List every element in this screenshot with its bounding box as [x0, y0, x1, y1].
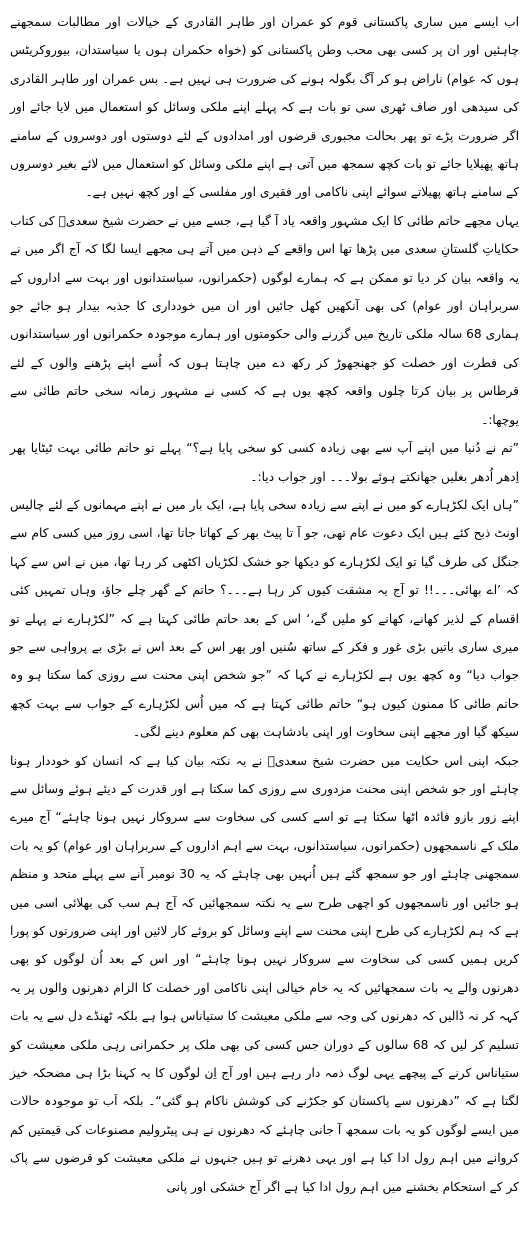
article-quote-answer: ”ہاں ایک لکڑہارے کو میں نے اپنے سے زیادہ سخی پایا ہے، ایک بار میں نے اپنے مہمانوں کے لئے چالیس اونٹ ذبح کئے ہیں ایک دعوت عام تھی، جو آ تا پیٹ بھر کے کھاتا جاتا تھا، اسی روز میں کسی کام سے جنگل کی طرف گیا تو ایک لکڑہارے کو دیکھا جو خشک لکڑیاں اکٹھی کر رہا تھا، میں نے اس سے کہا کہ ’اے بھائی۔۔۔!! تو آج یہ مشقت کیوں کر رہا ہے۔۔۔؟ حاتم کے گھر چلے جاؤ، وہاں تمہیں کئی اقسام کے لذیز کھانے، کھانے کو ملیں گے،‘ اس کے بعد حاتم طائی کہتا ہے کہ ”لکڑہارے نے پہلے تو میری ساری باتیں بڑی غور و فکر کے ساتھ سُنیں اور پھر اس کے بعد اس نے بڑی بے پرواہی سے جو جواب دیا“ وہ کچھ یوں ہے لکڑہارے نے کہا کہ ”جو شخص اپنی محنت سے روزی کما سکتا ہو وہ حاتم طائی کا ممنون کیوں ہو“ حاتم طائی کہتا ہے کہ میں اُس لکڑہارے کے جواب سے بہت کچھ سیکھ گیا اور مجھے اپنی سخاوت اور اپنی بادشاہت بھی کم معلوم دینے لگی۔	[10, 497, 519, 740]
article-paragraph-conclusion: جبکہ اپنی اس حکایت میں حضرت شیخ سعدیؒ نے یہ نکتہ بیان کیا ہے کہ انسان کو خوددار ہونا چاہئے اور جو شخص اپنی محنت مزدوری سے روزی کما سکتا ہے اور قدرت کے دیئے ہوئے وسائل سے اپنے زور بازو فائدہ اٹھا سکتا ہے تو اسے کسی کی سخاوت سے سروکار نہیں ہونا چاہئے“ آج میرے ملک کے ناسمجھوں (حکمرانوں، سیاستدانوں، بہت سے اہم اداروں کے سربراہان اور عوام) کو یہ بات سمجھنی چاہئے اور جو سمجھ گئے ہیں اُنہیں بھی چاہئے کہ یہ 30 نومبر آنے سے پہلے متحد و منظم ہو جائیں اور ناسمجھوں کو اچھی طرح سے یہ نکتہ سمجھائیں کہ آج ہم سب کی بھلائی اسی میں ہے کہ ہم لکڑہارے کی طرح اپنی محنت سے اپنے وسائل کو بروئے کار لائیں اور اپنی ضرورتوں کو پورا کریں ہمیں کسی کی سخاوت سے سروکار نہیں ہونا چاہئے“ اور اس کے بعد اُن لوگوں کو بھی دھرنوں والے یہ بات سمجھائیں کہ یہ خام خیالی اپنی ناکامی اور خصلت کا الزام دھرنوں والوں پر یہ کہہ کر نہ ڈالیں کہ دھرنوں کی وجہ سے ملکی معیشت کا ستیاناس ہوا ہے بلکہ ٹھنڈے دل سے یہ بات تسلیم کر لیں کہ 68 سالوں کے دوران جس کسی کی بھی ملک پر حکمرانی رہی ملکی معیشت کو ستیاناس کرنے کے پیچھے یہی لوگ ذمہ دار رہے ہیں اور آج اِن لوگوں کا یہ کہنا بڑا ہی مضحکہ خیز لگتا ہے کہ ”دھرنوں سے پاکستان کو جکڑنے کی کوشش ناکام ہو گئی“۔ بلکہ اَب تو موجودہ حالات میں ایسے لوگوں کو یہ بات سمجھ آ جانی چاہئے کہ دھرنوں نے ہی پیٹرولیم مصنوعات کی قیمتیں کم کروانے میں اہم رول ادا کیا ہے اور یہی دھرنے تو ہیں جنہوں نے ملکی معیشت کو قرضوں سے پاک کر کے استحکام بخشنے میں اہم رول ادا کیا ہے اگر آج خشکی اور پانی	[10, 753, 519, 1194]
article-quote-question: ”تم نے دُنیا میں اپنے آپ سے بھی زیادہ کسی کو سخی پایا ہے؟“ پہلے تو حاتم طائی بہت ٹیٹایا پھر اِدھر اُدھر بغلیں جھانکتے ہوئے بولا۔۔۔ اور جواب دیا:۔	[10, 441, 519, 484]
article-paragraph-1: اب ایسے میں ساری پاکستانی قوم کو عمران اور طاہر القادری کے خیالات اور مطالبات سمجھنے چاہئیں اور ان پر کسی بھی محب وطن پاکستانی کو (خواہ حکمران ہوں یا سیاستدان، بیوروکریٹس ہوں کہ عوام) ناراض ہو کر آگ بگولہ ہونے کی ضرورت ہی نہیں ہے۔ بس عمران اور طاہر القادری کی سیدھی اور صاف ٹھری سی تو بات ہے کہ پہلے اپنے ملکی وسائل کو استعمال میں لایا جائے اور اگر ضرورت پڑے تو پھر بحالت مجبوری قرضوں اور امدادوں کے لئے دوستوں اور دوسروں کے سامنے ہاتھ پھیلایا جائے تو بات کچھ سمجھ میں آتی ہے اپنے ملکی وسائل کو استعمال میں لائے بغیر دوسروں کے سامنے ہاتھ پھیلاتے سوائے اپنی ناکامی اور فقیری اور مفلسی کے اور کچھ نہیں ہے۔	[10, 15, 519, 200]
article-paragraph-2: یہاں مجھے حاتم طائی کا ایک مشہور واقعہ یاد آ گیا ہے، جسے میں نے حضرت شیخ سعدیؒ کی کتاب حکایاتِ گلستانِ سعدی میں پڑھا تھا اس واقعے کے ذہن میں آتے ہی مجھے ایسا لگا کہ آج اگر میں نے یہ واقعہ بیان کر دیا تو ممکن ہے کہ ہمارے لوگوں (حکمرانوں، سیاستدانوں اور بہت سے اداروں کے سربراہان اور عوام) کی بھی آنکھیں کھل جائیں اور ان میں خودداری کا جذبہ بیدار ہو جائے جو ہماری 68 سالہ ملکی تاریخ میں گزرنے والی حکومتوں اور ہمارے موجودہ حکمرانوں اور سیاستدانوں کی فطرت اور خصلت کو جھنجھوڑ کر رکھ دے میں چاہتا ہوں کہ اُسے اپنے پڑھنے والوں کے لئے قرطاس پر بیان کرتا چلوں واقعہ کچھ یوں ہے کہ کسی نے مشہور زمانہ سخی حاتم طائی سے یوچھا:۔	[10, 213, 519, 427]
